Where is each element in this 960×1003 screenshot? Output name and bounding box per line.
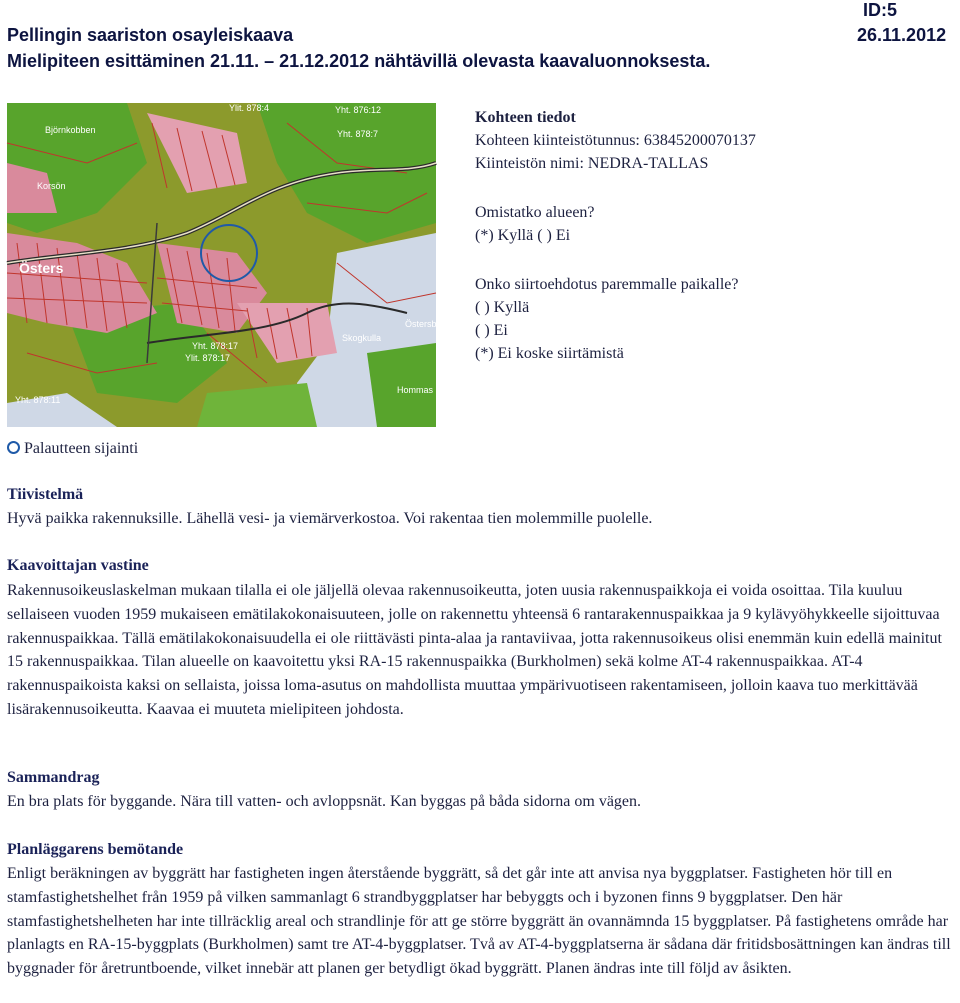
map-image [7, 103, 442, 427]
relocation-option-na: (*) Ei koske siirtämistä [475, 345, 624, 362]
location-circle-icon [7, 441, 20, 454]
response-fi-heading: Kaavoittajan vastine [7, 557, 149, 574]
map-label: Björnkobben [45, 125, 96, 135]
ownership-question: Omistatko alueen? [475, 204, 595, 221]
response-sv-text: Enligt beräkningen av byggrätt har fastigheten ingen återstående byggrätt, så det går inte att anvisa nya byggplatser. Fastigheten hör till en stamfastighetshelhet från 1959 på vilken sammanlagt 6 strandbyggplatser har bebyggts och i byzonen finns 9 byggplatser. Den här stamfastighetshelheten har inte tillräcklig areal och strandlinje för att ge större byggrätt än ovannämnda 15 byggplatser. På fastighetens område har planlagts en RA-15-byggplats (Burkholmen) samt tre AT-4-byggplatser. Två av AT-4-byggplatserna är sådana där fritidsbosättningen kan ändras till byggnader för åretruntboende, vilket innebär att planen ger betydligt ökad byggrätt. Planen ändras inte till följd av åsikten. [7, 865, 951, 978]
document-title: Pellingin saariston osayleiskaava [7, 25, 294, 45]
location-map [7, 103, 442, 427]
map-label: Ylit. 878:4 [229, 103, 270, 113]
relocation-option-no: ( ) Ei [475, 322, 508, 339]
relocation-question: Onko siirtoehdotus paremmalle paikalle? [475, 276, 739, 293]
property-heading: Kohteen tiedot [475, 109, 576, 126]
ownership-answer: (*) Kyllä ( ) Ei [475, 227, 571, 244]
summary-fi-text: Hyvä paikka rakennuksille. Lähellä vesi- ja viemärverkostoa. Voi rakentaa tien molemmille puolelle. [7, 510, 653, 527]
location-legend-label: Palautteen sijainti [24, 440, 139, 457]
property-id: Kohteen kiinteistötunnus: 63845200070137 [475, 132, 756, 149]
document-subtitle: Mielipiteen esittäminen 21.11. – 21.12.2012 nähtävillä olevasta kaavaluonnoksesta. [7, 51, 711, 71]
property-name: Kiinteistön nimi: NEDRA-TALLAS [475, 155, 709, 172]
spacer [475, 247, 756, 273]
map-label: Ylit. 878:17 [185, 353, 231, 363]
summary-sv-heading: Sammandrag [7, 769, 100, 786]
location-legend [7, 440, 138, 458]
map-label: Östersby [405, 319, 442, 329]
property-info [475, 106, 756, 365]
map-label: Östers [19, 260, 64, 276]
response-sv-heading: Planläggarens bemötande [7, 841, 184, 858]
spacer [475, 175, 756, 201]
response-fi-text: Rakennusoikeuslaskelman mukaan tilalla ei ole jäljellä olevaa rakennusoikeutta, joten uusia rakennuspaikkoja ei voida osoittaa. Tila kuuluu sellaiseen vuoden 1959 mukaiseen emätilakokonaisuuteen, jolle on rakennettu yhteensä 6 rantarakennuspaikkaa ja 9 kylävyöhykkeelle sijoittuvaa rakennuspaikkaa. Tällä emätilakokonaisuudella ei ole riittävästi pinta-alaa ja rantaviivaa, jotta rakennusoikeus olisi enemmän kuin edellä mainitut 15 rakennuspaikkaa. Tilan alueelle on kaavoitettu yksi RA-15 rakennuspaikka (Burkholmen) sekä kolme AT-4 rakennuspaikkaa. AT-4 rakennuspaikoista kaksi on sellaista, joissa loma-asutus on mahdollista muuttaa ympärivuotiseen rakentamiseen, jolloin kaava tuo merkittävää lisärakennusoikeutta. Kaavaa ei muuteta mielipiteen johdosta. [7, 582, 942, 718]
map-label: Korsön [37, 181, 66, 191]
summary-sv-text: En bra plats för byggande. Nära till vatten- och avloppsnät. Kan byggas på båda sidorna om vägen. [7, 793, 642, 810]
summary-fi-heading: Tiivistelmä [7, 486, 84, 503]
map-label: Yht. 878:11 [15, 395, 61, 405]
map-label: Hommas [397, 385, 434, 395]
feedback-id: ID:5 [863, 0, 898, 20]
feedback-date: 26.11.2012 [857, 25, 947, 45]
map-label: Yht. 876:12 [335, 105, 382, 115]
map-label: Yht. 878:17 [192, 341, 239, 351]
relocation-option-yes: ( ) Kyllä [475, 299, 530, 316]
map-label: Skogkulla [342, 333, 382, 343]
map-label: Yht. 878:7 [337, 129, 379, 139]
